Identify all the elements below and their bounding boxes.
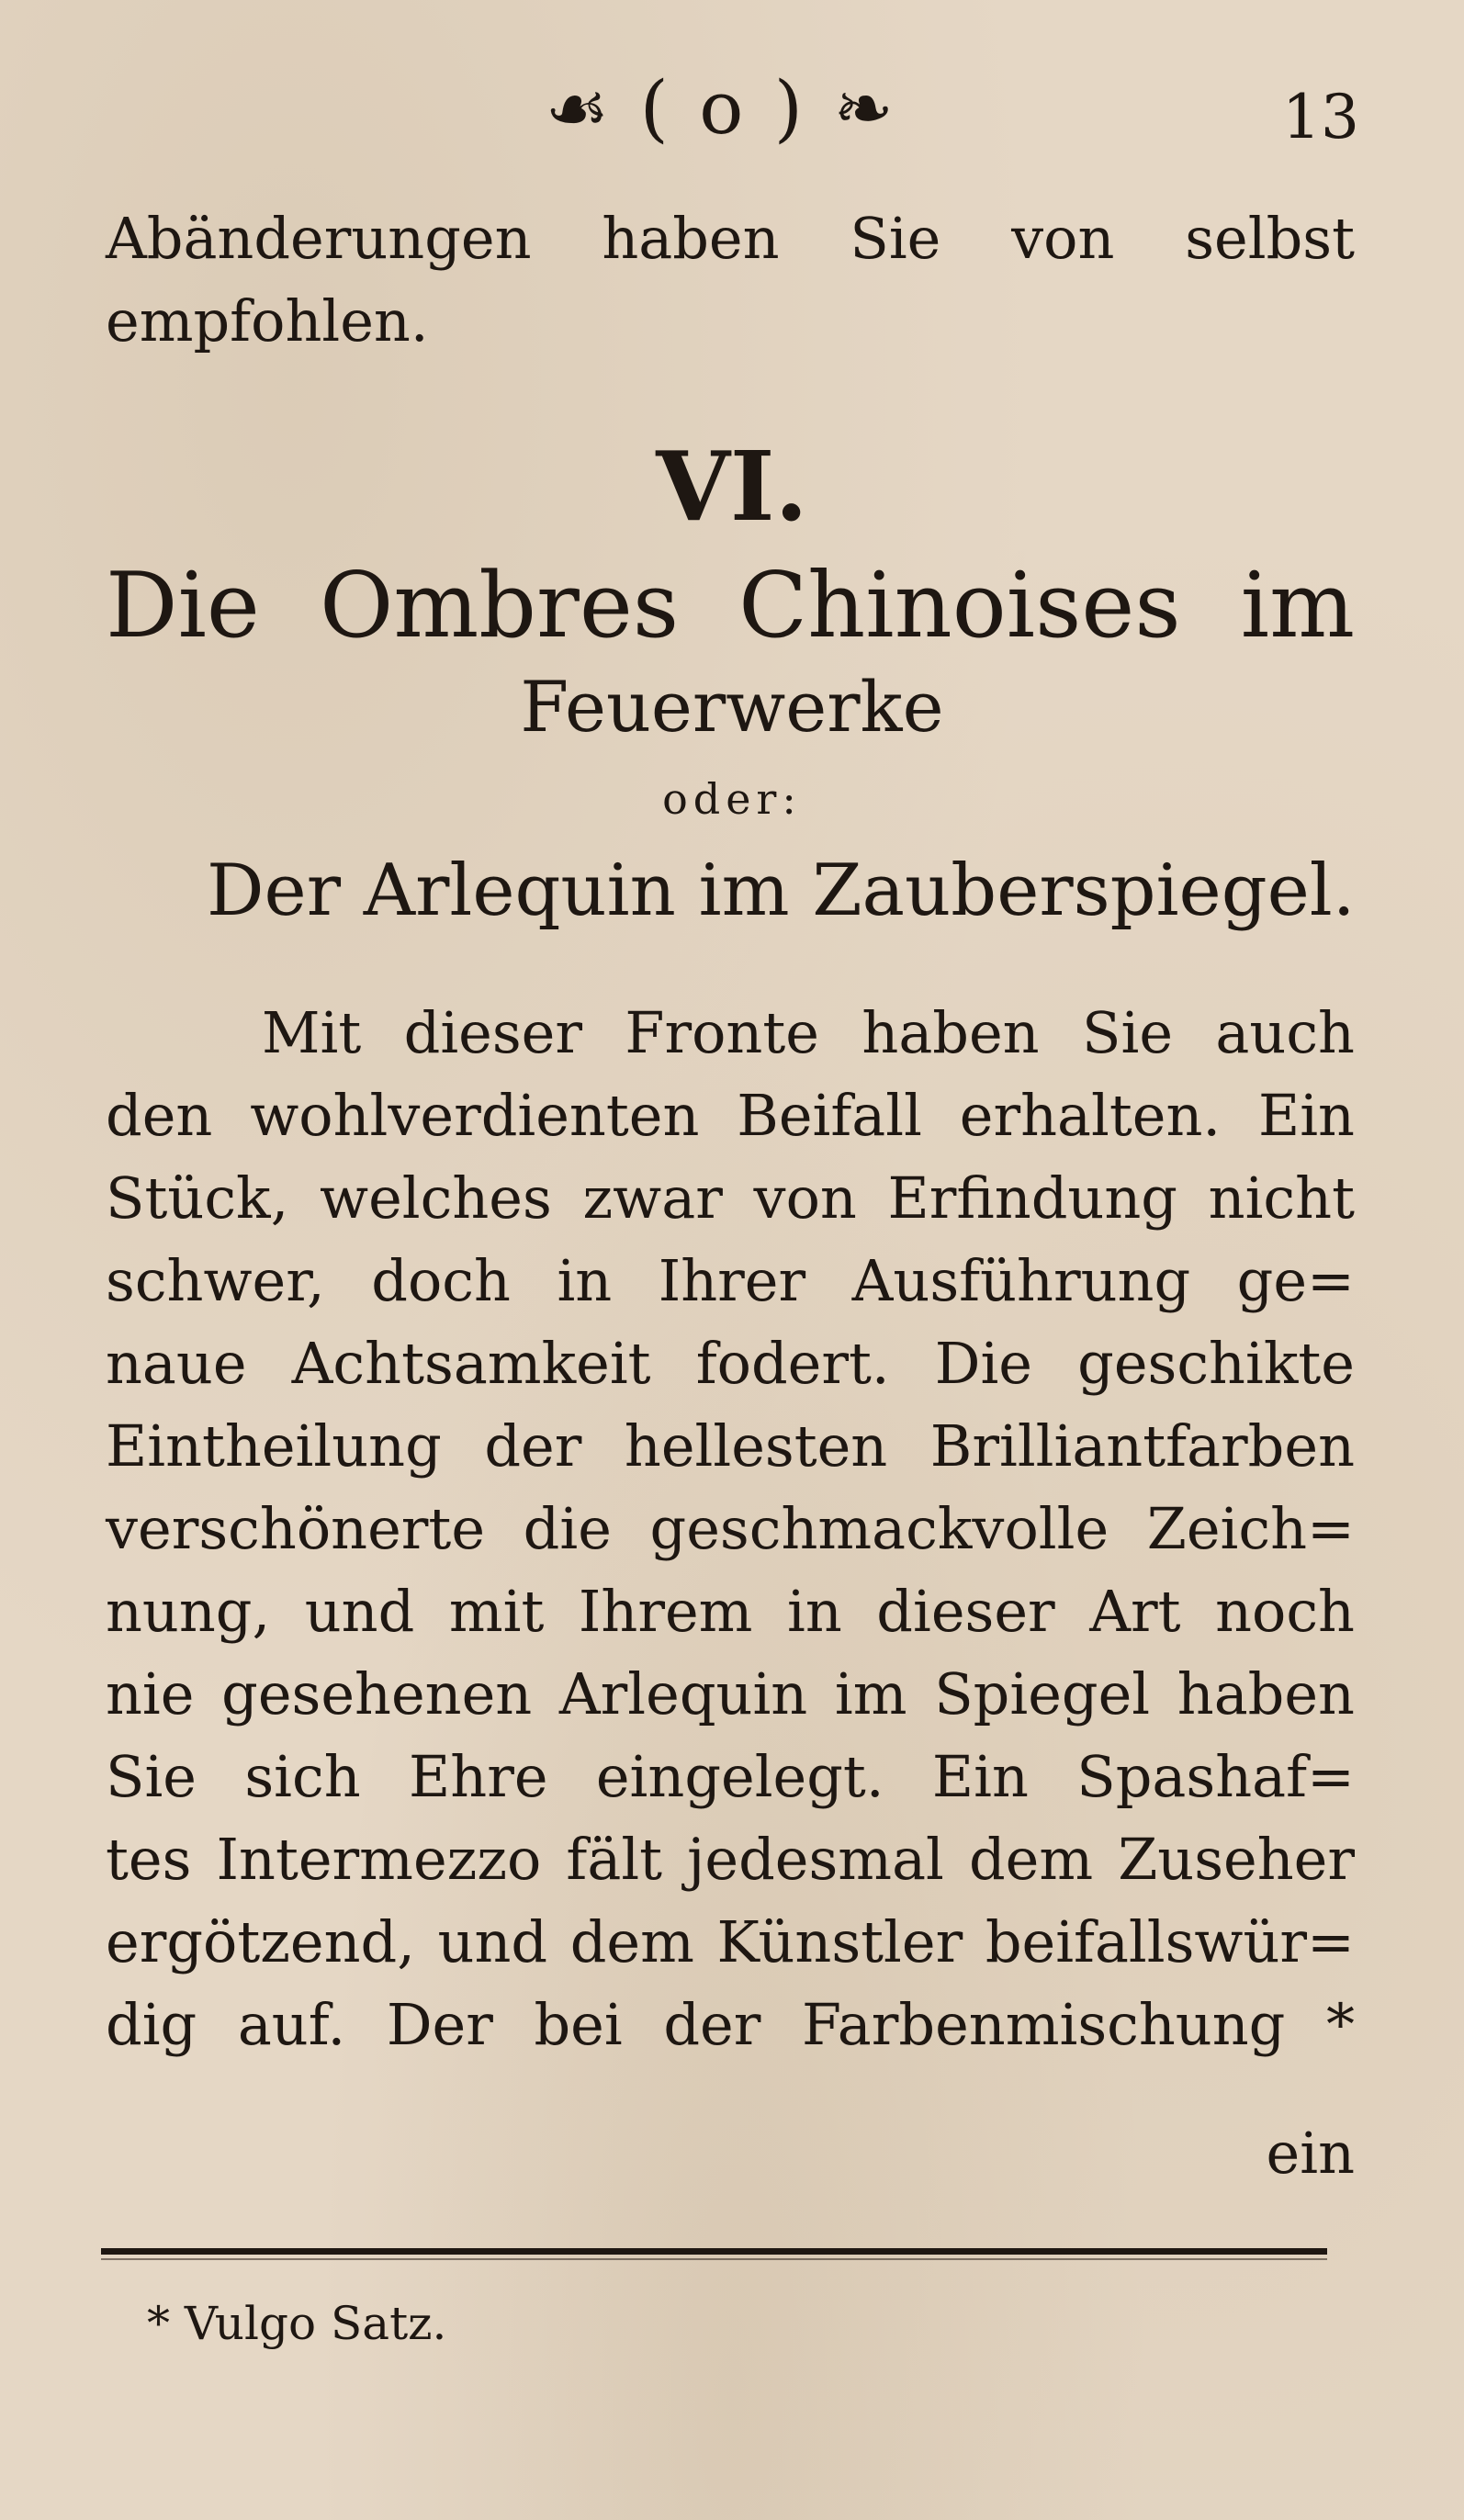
- continuation-line-1: Abänderungen haben Sie von selbst: [106, 205, 1355, 272]
- catchword: ein: [1266, 2120, 1355, 2187]
- paragraph-line-10: Sie sich Ehre eingelegt. Ein Spashaf=: [106, 1743, 1355, 1810]
- paragraph-line-7: verschönerte die geschmackvolle Zeich=: [106, 1495, 1355, 1562]
- fleuron-right-icon: ❧: [833, 68, 897, 151]
- paragraph-line-1: Mit dieser Fronte haben Sie auch: [262, 999, 1355, 1066]
- paragraph-line-2: den wohlverdienten Beifall erhalten. Ein: [106, 1082, 1355, 1149]
- section-title-line-2: Feuerwerke: [520, 666, 944, 748]
- footnote-rule: [101, 2248, 1327, 2255]
- continuation-line-2: empfohlen.: [106, 287, 429, 354]
- section-alt-title: Der Arlequin im Zauberspiegel.: [207, 849, 1356, 932]
- paragraph-line-5: naue Achtsamkeit fodert. Die geschikte: [106, 1330, 1355, 1397]
- header-mark-text: ( o ): [639, 65, 807, 151]
- section-title-line-1: Die Ombres Chinoises im: [106, 554, 1355, 658]
- paragraph-line-4: schwer, doch in Ihrer Ausführung ge=: [106, 1247, 1355, 1314]
- paragraph-line-8: nung, und mit Ihrem in dieser Art noch: [106, 1578, 1355, 1645]
- paragraph-line-13: dig auf. Der bei der Farbenmischung *: [106, 1991, 1355, 2058]
- page-number: 13: [1282, 82, 1359, 152]
- paragraph-line-3: Stück, welches zwar von Erfindung nicht: [106, 1164, 1355, 1232]
- running-header: [0, 55, 1464, 156]
- paragraph-line-9: nie gesehenen Arlequin im Spiegel haben: [106, 1660, 1355, 1727]
- footnote: * Vulgo Satz.: [147, 2297, 447, 2350]
- section-number: VI.: [656, 430, 808, 543]
- header-ornament: [464, 62, 978, 155]
- footnote-rule-shadow: [101, 2258, 1327, 2260]
- paragraph-line-6: Eintheilung der hellesten Brilliantfarben: [106, 1412, 1355, 1479]
- paragraph-line-11: tes Intermezzo fält jedesmal dem Zuseher: [106, 1826, 1355, 1893]
- paragraph-line-12: ergötzend, und dem Künstler beifallswür=: [106, 1908, 1355, 1975]
- title-connector: oder:: [662, 774, 802, 824]
- fleuron-left-icon: ☙: [545, 68, 614, 151]
